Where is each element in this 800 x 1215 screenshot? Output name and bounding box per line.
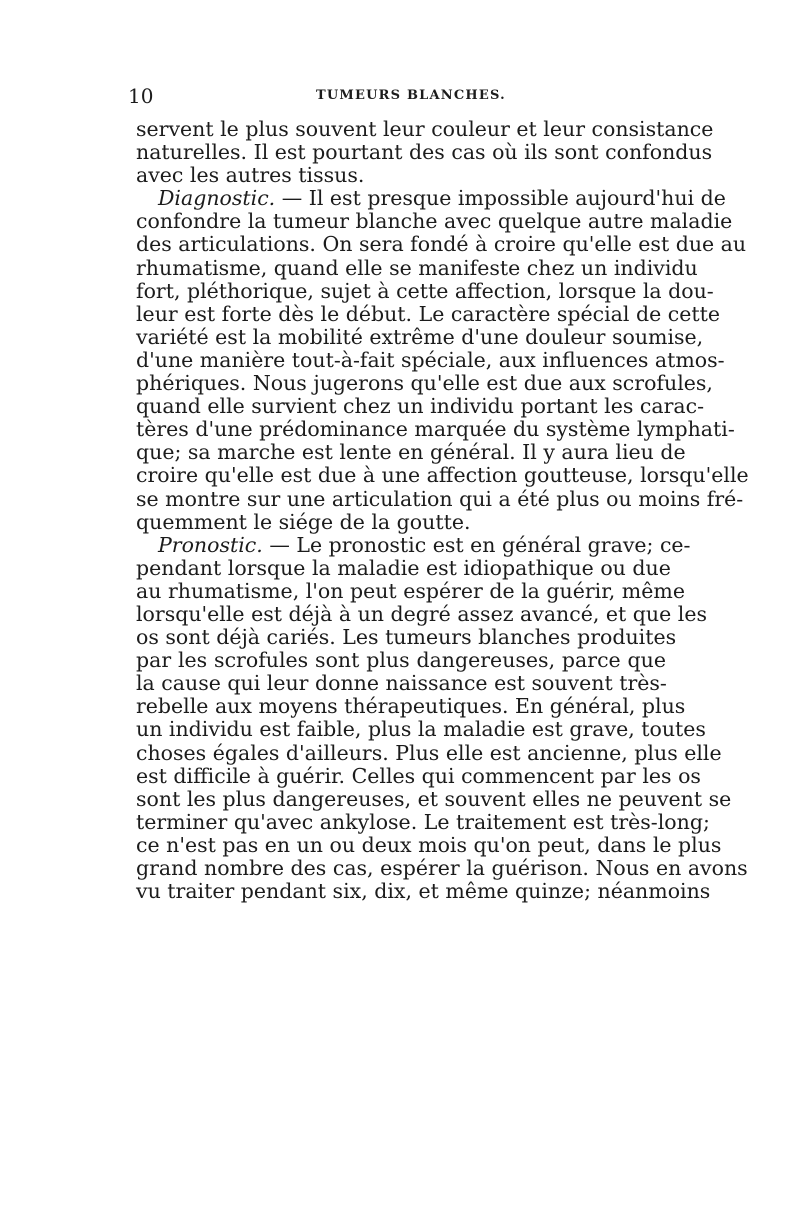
paragraph-first-line xyxy=(136,186,726,211)
text-line: un individu est faible, plus la maladie est grave, toutes xyxy=(136,717,706,742)
text-line: rebelle aux moyens thérapeutiques. En général, plus xyxy=(136,694,686,719)
text-line: au rhumatisme, l'on peut espérer de la guérir, même xyxy=(136,578,685,603)
text-line: tères d'une prédominance marquée du système lymphati- xyxy=(136,417,735,442)
text-line: vu traiter pendant six, dix, et même quinze; néanmoins xyxy=(136,879,711,904)
page-number: 10 xyxy=(128,84,154,108)
text-line: servent le plus souvent leur couleur et leur consistance xyxy=(136,117,714,141)
text-run: — Il est presque impossible aujourd'hui de xyxy=(281,186,726,211)
text-line: la cause qui leur donne naissance est souvent très- xyxy=(136,671,667,696)
text-line: variété est la mobilité extrême d'une douleur soumise, xyxy=(136,324,704,349)
running-head xyxy=(128,84,668,114)
text-line: croire qu'elle est due à une affection goutteuse, lorsqu'elle xyxy=(136,463,749,488)
section-heading-pronostic: Pronostic. xyxy=(158,532,263,557)
text-line: lorsqu'elle est déjà à un degré assez avancé, et que les xyxy=(136,601,707,626)
text-line: naturelles. Il est pourtant des cas où ils sont confondus xyxy=(136,140,713,165)
text-line: grand nombre des cas, espérer la guérison. Nous en avons xyxy=(136,856,748,880)
text-line: leur est forte dès le début. Le caractère spécial de cette xyxy=(136,301,720,326)
text-line: avec les autres tissus. xyxy=(136,163,365,188)
text-line: sont les plus dangereuses, et souvent elles ne peuvent se xyxy=(136,786,732,811)
body-text xyxy=(136,117,749,904)
text-line: rhumatisme, quand elle se manifeste chez un individu xyxy=(136,255,698,280)
text-line: phériques. Nous jugerons qu'elle est due aux scrofules, xyxy=(136,371,713,396)
text-line: fort, pléthorique, sujet à cette affection, lorsque la dou- xyxy=(136,278,714,303)
text-run: — Le pronostic est en général grave; ce- xyxy=(269,532,691,557)
text-line: pendant lorsque la maladie est idiopathique ou due xyxy=(136,555,671,580)
text-line: choses égales d'ailleurs. Plus elle est ancienne, plus elle xyxy=(136,740,722,765)
text-line: des articulations. On sera fondé à croire qu'elle est due au xyxy=(136,232,747,257)
text-line: par les scrofules sont plus dangereuses, parce que xyxy=(136,648,666,673)
text-line: quemment le siége de la goutte. xyxy=(136,509,471,534)
section-heading-diagnostic: Diagnostic. xyxy=(158,186,276,211)
text-line: que; sa marche est lente en général. Il y aura lieu de xyxy=(136,440,686,465)
running-title: TUMEURS BLANCHES. xyxy=(316,88,506,103)
text-line: d'une manière tout-à-fait spéciale, aux influences atmos- xyxy=(136,347,725,372)
text-line: se montre sur une articulation qui a été plus ou moins fré- xyxy=(136,486,744,511)
text-line: est difficile à guérir. Celles qui commencent par les os xyxy=(136,763,701,788)
text-line: os sont déjà cariés. Les tumeurs blanches produites xyxy=(136,625,677,650)
paragraph-first-line xyxy=(136,532,691,557)
text-line: ce n'est pas en un ou deux mois qu'on peut, dans le plus xyxy=(136,832,722,857)
text-line: terminer qu'avec ankylose. Le traitement est très-long; xyxy=(136,809,710,834)
text-line: quand elle survient chez un individu portant les carac- xyxy=(136,394,705,419)
text-line: confondre la tumeur blanche avec quelque autre maladie xyxy=(136,209,733,234)
